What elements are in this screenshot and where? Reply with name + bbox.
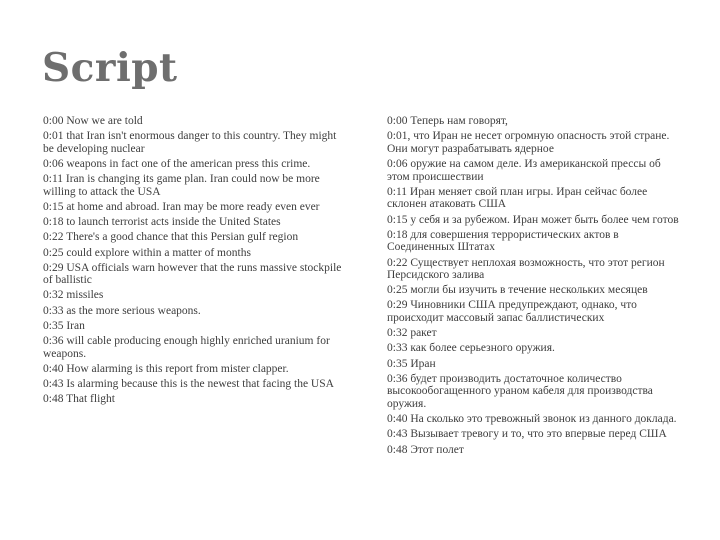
- russian-transcript-line: 0:35 Иран: [387, 357, 436, 370]
- russian-transcript-line: 0:36 будет производить достаточное количество высокообогащенного ураном кабеля для производства оружия.: [387, 372, 653, 410]
- english-transcript-line: 0:00 Now we are told: [43, 115, 143, 127]
- russian-transcript-line: 0:06 оружие на самом деле. Из американской прессы об этом происшествии: [387, 157, 661, 183]
- russian-transcript-line: 0:29 Чиновники США предупреждают, однако, что происходит массовый запас баллистических: [387, 299, 637, 325]
- russian-transcript-line: 0:25 могли бы изучить в течение нескольких месяцев: [387, 284, 648, 297]
- russian-transcript-column: [387, 115, 679, 459]
- english-transcript-line: 0:29 USA officials warn however that the runs massive stockpile of ballistic: [43, 261, 342, 287]
- english-transcript-line: 0:01 that Iran isn't enormous danger to this country. They might be developing nuclear: [43, 130, 337, 155]
- russian-transcript-line: 0:22 Существует неплохая возможность, что этот регион Персидского залива: [387, 256, 665, 282]
- slide-title: Script: [42, 45, 178, 91]
- english-transcript-line: 0:18 to launch terrorist acts inside the United States: [43, 216, 281, 229]
- english-transcript-line: 0:48 That flight: [43, 393, 115, 406]
- english-transcript-line: 0:32 missiles: [43, 289, 104, 302]
- english-transcript-line: 0:36 will cable producing enough highly enriched uranium for weapons.: [43, 335, 330, 360]
- russian-transcript-line: 0:43 Вызывает тревогу и то, что это впервые перед США: [387, 428, 667, 441]
- english-transcript-line: 0:33 as the more serious weapons.: [43, 304, 201, 317]
- english-transcript-line: 0:40 How alarming is this report from mister clapper.: [43, 362, 289, 375]
- russian-transcript-line: 0:18 для совершения террористических актов в Соединенных Штатах: [387, 228, 619, 254]
- russian-transcript-line: 0:32 ракет: [387, 327, 437, 340]
- russian-transcript-line: 0:15 у себя и за рубежом. Иран может быть более чем готов: [387, 213, 679, 226]
- english-transcript-line: 0:06 weapons in fact one of the american press this crime.: [43, 157, 311, 170]
- russian-transcript-line: 0:11 Иран меняет свой план игры. Иран сейчас более склонен атаковать США: [387, 185, 648, 211]
- russian-transcript-line: 0:33 как более серьезного оружия.: [387, 342, 555, 355]
- english-transcript-line: 0:25 could explore within a matter of months: [43, 246, 251, 259]
- russian-transcript-line: 0:01, что Иран не несет огромную опасность этой стране. Они могут разрабатывать ядерное: [387, 130, 670, 155]
- english-transcript-line: 0:15 at home and abroad. Iran may be more ready even ever: [43, 200, 320, 213]
- english-transcript-line: 0:11 Iran is changing its game plan. Iran could now be more willing to attack the USA: [43, 173, 320, 198]
- english-transcript-column: [43, 115, 348, 408]
- english-transcript-line: 0:22 There's a good chance that this Persian gulf region: [43, 231, 299, 244]
- russian-transcript-line: 0:00 Теперь нам говорят,: [387, 115, 508, 127]
- russian-transcript-line: 0:48 Этот полет: [387, 443, 464, 456]
- russian-transcript-line: 0:40 На сколько это тревожный звонок из данного доклада.: [387, 413, 677, 426]
- english-transcript-line: 0:35 Iran: [43, 319, 85, 332]
- english-transcript-line: 0:43 Is alarming because this is the newest that facing the USA: [43, 378, 334, 390]
